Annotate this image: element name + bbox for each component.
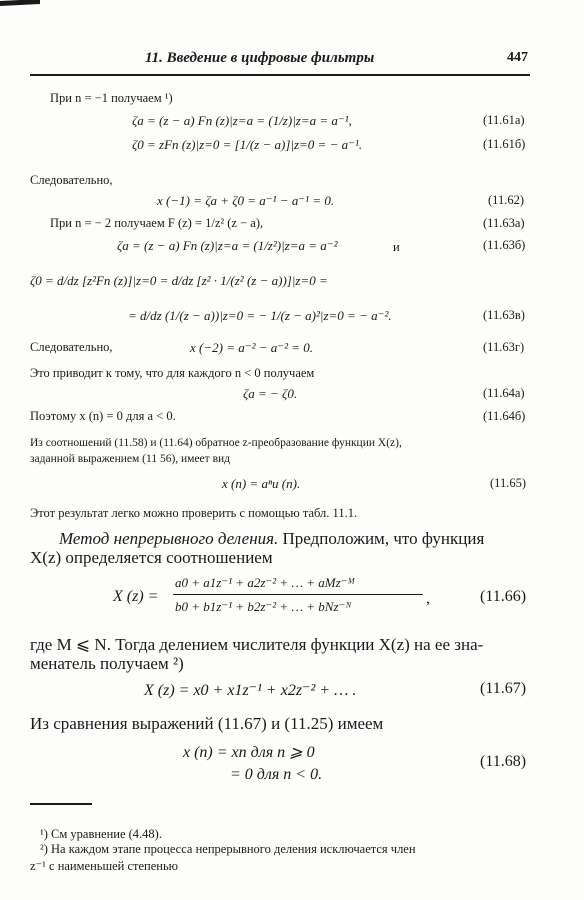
equation-number: (11.62)	[488, 193, 524, 207]
equation-number: (11.61a)	[483, 113, 525, 127]
footnote-1: ¹) См уравнение (4.48).	[40, 827, 162, 841]
method-text: Предположим, что функция	[278, 529, 485, 548]
text-line: Поэтому x (n) = 0 для a < 0.	[30, 409, 176, 423]
page-number: 447	[507, 50, 528, 65]
equation-number: (11.66)	[480, 588, 527, 605]
running-header-title: 11. Введение в цифровые фильтры	[145, 50, 375, 66]
paragraph-line: заданной выражением (11 56), имеет вид	[30, 453, 230, 465]
equation-11-66-denominator: b0 + b1z⁻¹ + b2z⁻² + … + bNz⁻ᴺ	[175, 599, 352, 614]
equation-11-62: x (−1) = ζa + ζ0 = a⁻¹ − a⁻¹ = 0.	[157, 193, 335, 208]
equation-11-68-line2: = 0 для n < 0.	[230, 766, 323, 783]
equation-number: (11.63в)	[483, 308, 525, 322]
equation-number: (11.68)	[480, 753, 527, 770]
equation-11-68-line1: x (n) = xn для n ⩾ 0	[183, 744, 315, 761]
text-word: и	[393, 240, 400, 254]
text-line: Это приводит к тому, что для каждого n < 0 получаем	[30, 366, 315, 380]
equation-number: (11.61б)	[483, 137, 526, 151]
paragraph-line: менатель получаем ²)	[30, 654, 184, 673]
footnote-rule	[30, 803, 92, 805]
equation-11-63d: x (−2) = a⁻² − a⁻² = 0.	[190, 340, 314, 355]
equation-number: (11.63a)	[483, 216, 525, 230]
equation-11-63c-line1: ζ0 = d/dz [z²Fn (z)]|z=0 = d/dz [z² · 1/(z² (z − a))]|z=0 =	[30, 273, 328, 288]
equation-11-66-numerator: a0 + a1z⁻¹ + a2z⁻² + … + aMz⁻ᴹ	[175, 575, 355, 590]
equation-number: (11.63б)	[483, 238, 526, 252]
scan-mark	[0, 0, 40, 6]
equation-11-66-lhs: X (z) =	[113, 588, 159, 605]
equation-11-66-comma: ,	[426, 590, 430, 607]
text-line: При n = −1 получаем ¹)	[50, 91, 173, 105]
equation-number: (11.67)	[480, 680, 527, 697]
equation-11-64a: ζa = − ζ0.	[243, 386, 298, 401]
fraction-bar	[173, 594, 423, 595]
equation-11-67: X (z) = x0 + x1z⁻¹ + x2z⁻² + … .	[144, 682, 357, 699]
equation-11-63b: ζa = (z − a) Fn (z)|z=a = (1/z²)|z=a = a⁻²	[117, 238, 338, 253]
equation-number: (11.63г)	[483, 340, 525, 354]
equation-number: (11.64б)	[483, 409, 526, 423]
equation-number: (11.64a)	[483, 386, 525, 400]
header-rule	[30, 74, 530, 76]
paragraph-line: Из сравнения выражений (11.67) и (11.25) имеем	[30, 714, 384, 733]
paragraph-line: X(z) определяется соотношением	[30, 548, 273, 567]
paragraph-line: Этот результат легко можно проверить с помощью табл. 11.1.	[30, 506, 358, 520]
paragraph-line: Из соотношений (11.58) и (11.64) обратное z-преобразование функции X(z),	[30, 437, 402, 449]
equation-number: (11.65)	[490, 476, 526, 490]
equation-11-63c-line2: = d/dz (1/(z − a))|z=0 = − 1/(z − a)²|z=0 = − a⁻².	[128, 308, 392, 323]
footnote-2-line2: z⁻¹ с наименьшей степенью	[30, 859, 178, 873]
paragraph-line: где M ⩽ N. Тогда делением числителя функции X(z) на ее зна-	[30, 635, 484, 654]
equation-11-65: x (n) = aⁿu (n).	[222, 476, 301, 491]
footnote-2-line1: ²) На каждом этапе процесса непрерывного деления исключается член	[40, 842, 416, 856]
text-line: При n = − 2 получаем F (z) = 1/z² (z − a),	[50, 216, 264, 230]
text-line: Следовательно,	[30, 340, 113, 354]
paragraph-line	[59, 529, 484, 549]
equation-11-61b: ζ0 = zFn (z)|z=0 = [1/(z − a)]|z=0 = − a⁻¹.	[132, 137, 363, 152]
text-line: Следовательно,	[30, 173, 113, 187]
equation-11-61a: ζa = (z − a) Fn (z)|z=a = (1/z)|z=a = a⁻¹,	[132, 113, 352, 128]
method-title: Метод непрерывного деления.	[59, 529, 279, 548]
